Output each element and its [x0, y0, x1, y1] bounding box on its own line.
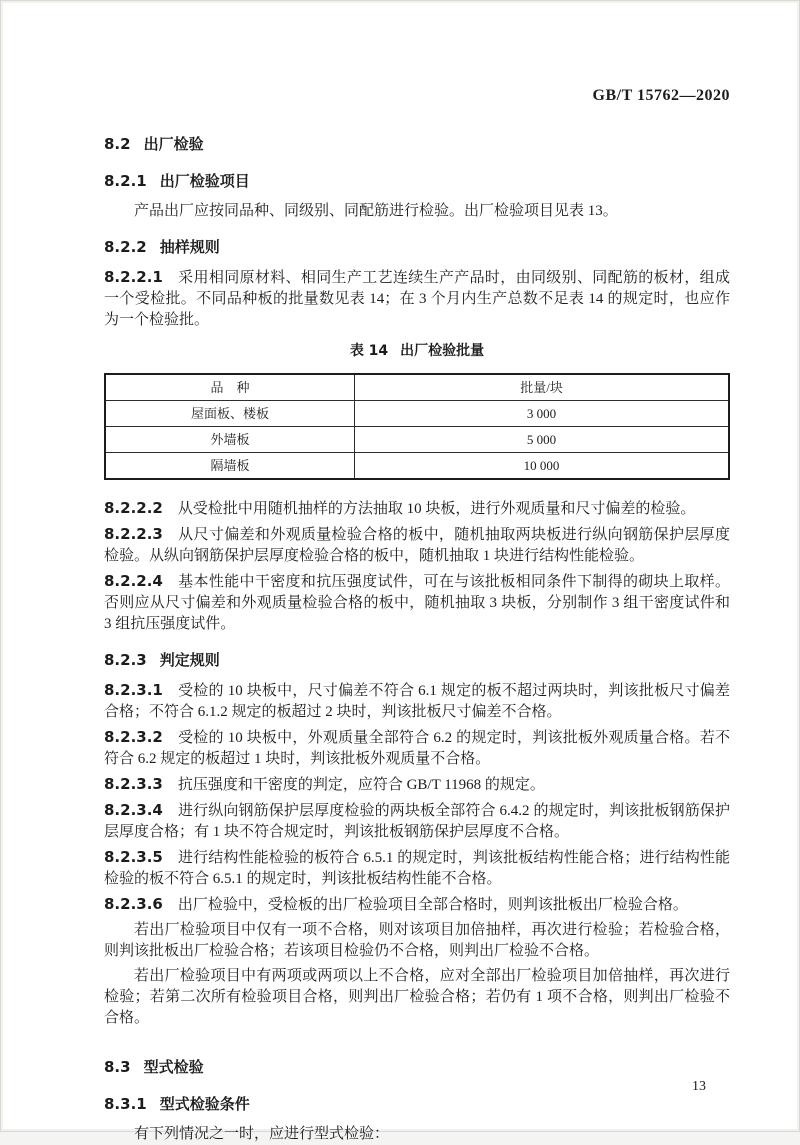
clause-text: 进行结构性能检验的板符合 6.5.1 的规定时，判该批板结构性能合格；进行结构性能检验的板不符合 6.5.1 的规定时，判该批板结构性能不合格。	[104, 850, 730, 887]
clause-8-2-3-4	[104, 800, 730, 843]
clause-text: 抗压强度和干密度的判定，应符合 GB/T 11968 的规定。	[177, 777, 545, 793]
clause-number: 8.2.3.3	[104, 775, 163, 793]
clause-text: 进行纵向钢筋保护层厚度检验的两块板全部符合 6.4.2 的规定时，判该批板钢筋保护层厚度合格；有 1 块不符合规定时，判该批板钢筋保护层厚度不合格。	[104, 803, 730, 840]
clause-8-2-3-5	[104, 847, 730, 890]
section-number: 8.3.1	[104, 1095, 147, 1113]
paragraph-8-2-1-body: 产品出厂应按同品种、同级别、同配筋进行检验。出厂检验项目见表 13。	[134, 203, 618, 219]
paragraph-retest-multiple: 若出厂检验项目中有两项或两项以上不合格，应对全部出厂检验项目加倍抽样，再次进行检验；若第二次所有检验项目合格，则判出厂检验合格；若仍有 1 项不合格，则判出厂检验不合格。	[104, 968, 730, 1026]
section-title: 型式检验	[143, 1058, 204, 1076]
batch-cell: 5 000	[355, 427, 729, 453]
paragraph-8-3-1-body: 有下列情况之一时，应进行型式检验：	[134, 1126, 390, 1142]
section-heading-8-3-1	[104, 1092, 730, 1116]
table-header-row	[105, 374, 729, 401]
clause-text: 受检的 10 块板中，尺寸偏差不符合 6.1 规定的板不超过两块时，判该批板尺寸偏差合格；不符合 6.1.2 规定的板超过 2 块时，判该批板尺寸偏差不合格。	[104, 683, 730, 720]
paragraph-retest-single: 若出厂检验项目中仅有一项不合格，则对该项目加倍抽样，再次进行检验；若检验合格，则判该批板出厂检验合格；若该项目检验仍不合格，则判出厂检验不合格。	[104, 922, 730, 959]
clause-8-2-2-3	[104, 524, 730, 567]
table-caption-title: 出厂检验批量	[400, 343, 485, 359]
table-row	[105, 401, 729, 427]
clause-8-2-3-1	[104, 680, 730, 723]
species-cell: 隔墙板	[105, 453, 355, 480]
section-number: 8.2.3	[104, 651, 147, 669]
table-14	[104, 373, 730, 480]
section-heading-8-2-3	[104, 648, 730, 672]
clause-text: 出厂检验中，受检板的出厂检验项目全部合格时，则判该批板出厂检验合格。	[177, 897, 688, 913]
clause-text: 从受检批中用随机抽样的方法抽取 10 块板，进行外观质量和尺寸偏差的检验。	[177, 501, 696, 517]
table-row	[105, 453, 729, 480]
section-number: 8.2	[104, 135, 131, 153]
clause-8-2-3-2	[104, 727, 730, 770]
section-title: 出厂检验	[143, 135, 204, 153]
page-number: 13	[692, 1079, 706, 1094]
section-heading-8-3	[104, 1055, 730, 1079]
clause-8-2-2-4	[104, 571, 730, 635]
section-number: 8.2.2	[104, 238, 147, 256]
clause-text: 从尺寸偏差和外观质量检验合格的板中，随机抽取两块板进行纵向钢筋保护层厚度检验。从纵向钢筋保护层厚度检验合格的板中，随机抽取 1 块进行结构性能检验。	[104, 527, 730, 564]
batch-cell: 10 000	[355, 453, 729, 480]
clause-number: 8.2.2.4	[104, 572, 163, 590]
section-heading-8-2	[104, 132, 730, 156]
clause-text: 采用相同原材料、相同生产工艺连续生产产品时，由同级别、同配筋的板材，组成一个受检批。不同品种板的批量数见表 14；在 3 个月内生产总数不足表 14 的规定时，也应作为一个检验批。	[104, 270, 730, 328]
clause-8-2-3-6	[104, 894, 730, 916]
clause-8-2-3-3	[104, 774, 730, 796]
section-title: 抽样规则	[159, 238, 220, 256]
section-title: 判定规则	[159, 651, 220, 669]
clause-8-2-2-2	[104, 498, 730, 520]
clause-text: 受检的 10 块板中，外观质量全部符合 6.2 的规定时，判该批板外观质量合格。若不符合 6.2 规定的板超过 1 块时，判该批板外观质量不合格。	[104, 730, 730, 767]
clause-number: 8.2.3.1	[104, 681, 163, 699]
table-caption-label: 表 14	[349, 343, 389, 359]
section-number: 8.2.1	[104, 172, 147, 190]
section-title: 型式检验条件	[159, 1095, 250, 1113]
species-cell: 屋面板、楼板	[105, 401, 355, 427]
clause-text: 基本性能中干密度和抗压强度试件，可在与该批板相同条件下制得的砌块上取样。否则应从尺寸偏差和外观质量检验合格的板中，随机抽取 3 块板，分别制作 3 组干密度试件和 3 组抗压强度试件。	[104, 574, 730, 632]
clause-number: 8.2.3.5	[104, 848, 163, 866]
species-cell: 外墙板	[105, 427, 355, 453]
clause-number: 8.2.2.3	[104, 525, 163, 543]
doc-number: GB/T 15762—2020	[592, 87, 730, 104]
clause-number: 8.2.3.4	[104, 801, 163, 819]
section-heading-8-2-1	[104, 169, 730, 193]
table-row	[105, 427, 729, 453]
table-14-header-batch: 批量/块	[355, 374, 729, 401]
clause-number: 8.2.3.6	[104, 895, 163, 913]
table-14-caption	[104, 341, 730, 361]
clause-number: 8.2.2.1	[104, 268, 163, 286]
section-heading-8-2-2	[104, 235, 730, 259]
clause-8-2-2-1	[104, 267, 730, 331]
batch-cell: 3 000	[355, 401, 729, 427]
section-title: 出厂检验项目	[159, 172, 250, 190]
clause-number: 8.2.2.2	[104, 499, 163, 517]
clause-number: 8.2.3.2	[104, 728, 163, 746]
table-14-header-species: 品 种	[105, 374, 355, 401]
section-number: 8.3	[104, 1058, 131, 1076]
